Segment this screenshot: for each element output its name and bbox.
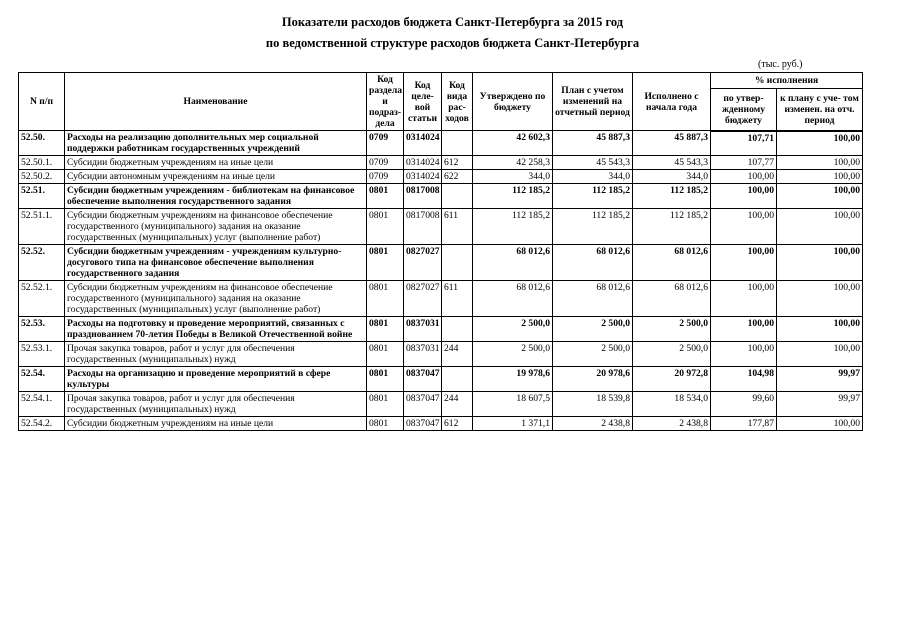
row-pct-approved: 100,00 bbox=[711, 245, 777, 281]
row-target-code: 0314024 bbox=[404, 170, 442, 184]
row-approved: 344,0 bbox=[473, 170, 553, 184]
row-number: 52.54.2. bbox=[19, 417, 65, 431]
row-pct-approved: 100,00 bbox=[711, 342, 777, 367]
row-name: Субсидии бюджетным учреждениям на иные цели bbox=[65, 417, 367, 431]
col-header-type: Код вида рас- ходов bbox=[442, 73, 473, 131]
row-target-code: 0837031 bbox=[404, 317, 442, 342]
row-executed: 45 543,3 bbox=[633, 156, 711, 170]
row-number: 52.51. bbox=[19, 184, 65, 209]
table-row bbox=[19, 417, 863, 431]
row-type-code: 244 bbox=[442, 392, 473, 417]
col-header-num: N п/п bbox=[19, 73, 65, 131]
row-approved: 2 500,0 bbox=[473, 317, 553, 342]
row-number: 52.53. bbox=[19, 317, 65, 342]
row-approved: 42 258,3 bbox=[473, 156, 553, 170]
page-title: Показатели расходов бюджета Санкт-Петербурга за 2015 год bbox=[281, 15, 624, 29]
row-target-code: 0827027 bbox=[404, 281, 442, 317]
table-row bbox=[19, 392, 863, 417]
row-plan: 20 978,6 bbox=[553, 367, 633, 392]
row-plan: 45 887,3 bbox=[553, 131, 633, 156]
row-name: Расходы на организацию и проведение мероприятий в сфере культуры bbox=[65, 367, 367, 392]
table-row bbox=[19, 245, 863, 281]
row-plan: 2 500,0 bbox=[553, 342, 633, 367]
row-section-code: 0801 bbox=[367, 317, 404, 342]
row-pct-approved: 104,98 bbox=[711, 367, 777, 392]
row-pct-plan: 100,00 bbox=[777, 317, 863, 342]
row-section-code: 0801 bbox=[367, 417, 404, 431]
col-header-plan: План с учетом изменений на отчетный период bbox=[553, 73, 633, 131]
table-row bbox=[19, 317, 863, 342]
row-pct-approved: 100,00 bbox=[711, 281, 777, 317]
row-section-code: 0801 bbox=[367, 281, 404, 317]
row-section-code: 0709 bbox=[367, 170, 404, 184]
row-name: Прочая закупка товаров, работ и услуг для обеспечения государственных (муниципальных) нужд bbox=[65, 392, 367, 417]
row-type-code bbox=[442, 131, 473, 156]
row-executed: 45 887,3 bbox=[633, 131, 711, 156]
table-row bbox=[19, 156, 863, 170]
row-pct-plan: 100,00 bbox=[777, 417, 863, 431]
row-type-code: 244 bbox=[442, 342, 473, 367]
row-type-code: 612 bbox=[442, 156, 473, 170]
row-pct-plan: 99,97 bbox=[777, 392, 863, 417]
table-row bbox=[19, 342, 863, 367]
row-section-code: 0801 bbox=[367, 245, 404, 281]
row-type-code: 611 bbox=[442, 209, 473, 245]
row-pct-approved: 100,00 bbox=[711, 184, 777, 209]
row-target-code: 0817008 bbox=[404, 209, 442, 245]
row-pct-plan: 100,00 bbox=[777, 131, 863, 156]
row-name: Субсидии бюджетным учреждениям - учреждениям культурно-досугового типа на финансовое обеспечение выполнения государственного задания bbox=[65, 245, 367, 281]
row-pct-plan: 99,97 bbox=[777, 367, 863, 392]
table-row bbox=[19, 131, 863, 156]
row-target-code: 0817008 bbox=[404, 184, 442, 209]
row-pct-approved: 100,00 bbox=[711, 170, 777, 184]
col-header-target: Код целе- вой статьи bbox=[404, 73, 442, 131]
col-header-name: Наименование bbox=[65, 73, 367, 131]
row-plan: 2 438,8 bbox=[553, 417, 633, 431]
row-section-code: 0709 bbox=[367, 156, 404, 170]
row-approved: 18 607,5 bbox=[473, 392, 553, 417]
row-name: Субсидии автономным учреждениям на иные цели bbox=[65, 170, 367, 184]
row-approved: 2 500,0 bbox=[473, 342, 553, 367]
col-header-section: Код раздела и подраз- дела bbox=[367, 73, 404, 131]
row-name: Прочая закупка товаров, работ и услуг для обеспечения государственных (муниципальных) нужд bbox=[65, 342, 367, 367]
page-subtitle: по ведомственной структуре расходов бюджета Санкт-Петербурга bbox=[265, 36, 640, 50]
row-number: 52.54.1. bbox=[19, 392, 65, 417]
row-approved: 42 602,3 bbox=[473, 131, 553, 156]
row-name: Субсидии бюджетным учреждениям на иные цели bbox=[65, 156, 367, 170]
row-executed: 344,0 bbox=[633, 170, 711, 184]
row-section-code: 0801 bbox=[367, 367, 404, 392]
units-label: (тыс. руб.) bbox=[758, 59, 803, 70]
row-section-code: 0801 bbox=[367, 184, 404, 209]
row-type-code bbox=[442, 184, 473, 209]
row-number: 52.53.1. bbox=[19, 342, 65, 367]
row-pct-approved: 99,60 bbox=[711, 392, 777, 417]
row-target-code: 0837047 bbox=[404, 417, 442, 431]
row-name: Субсидии бюджетным учреждениям - библиотекам на финансовое обеспечение выполнения государственного задания bbox=[65, 184, 367, 209]
row-section-code: 0709 bbox=[367, 131, 404, 156]
row-pct-approved: 107,71 bbox=[711, 131, 777, 156]
budget-table bbox=[18, 72, 863, 431]
col-header-pct-group: % исполнения bbox=[711, 73, 863, 89]
row-pct-plan: 100,00 bbox=[777, 281, 863, 317]
row-executed: 68 012,6 bbox=[633, 245, 711, 281]
row-plan: 112 185,2 bbox=[553, 184, 633, 209]
row-approved: 19 978,6 bbox=[473, 367, 553, 392]
row-plan: 68 012,6 bbox=[553, 245, 633, 281]
row-type-code: 612 bbox=[442, 417, 473, 431]
row-approved: 112 185,2 bbox=[473, 184, 553, 209]
row-section-code: 0801 bbox=[367, 342, 404, 367]
row-type-code bbox=[442, 245, 473, 281]
row-approved: 68 012,6 bbox=[473, 281, 553, 317]
row-name: Субсидии бюджетным учреждениям на финансовое обеспечение государственного (муниципального) задания на оказание государственных (муниципальных) услуг (выполнение работ) bbox=[65, 209, 367, 245]
row-approved: 1 371,1 bbox=[473, 417, 553, 431]
row-type-code: 622 bbox=[442, 170, 473, 184]
row-approved: 68 012,6 bbox=[473, 245, 553, 281]
row-pct-approved: 100,00 bbox=[711, 317, 777, 342]
row-plan: 18 539,8 bbox=[553, 392, 633, 417]
row-pct-approved: 100,00 bbox=[711, 209, 777, 245]
row-executed: 20 972,8 bbox=[633, 367, 711, 392]
row-number: 52.50.1. bbox=[19, 156, 65, 170]
row-pct-plan: 100,00 bbox=[777, 156, 863, 170]
row-plan: 344,0 bbox=[553, 170, 633, 184]
row-target-code: 0314024 bbox=[404, 131, 442, 156]
row-type-code bbox=[442, 367, 473, 392]
row-plan: 68 012,6 bbox=[553, 281, 633, 317]
row-type-code: 611 bbox=[442, 281, 473, 317]
row-number: 52.50. bbox=[19, 131, 65, 156]
row-number: 52.52. bbox=[19, 245, 65, 281]
row-number: 52.52.1. bbox=[19, 281, 65, 317]
row-executed: 2 500,0 bbox=[633, 342, 711, 367]
row-plan: 112 185,2 bbox=[553, 209, 633, 245]
row-target-code: 0314024 bbox=[404, 156, 442, 170]
row-name: Субсидии бюджетным учреждениям на финансовое обеспечение государственного (муниципального) задания на оказание государственных (муниципальных) услуг (выполнение работ) bbox=[65, 281, 367, 317]
row-pct-plan: 100,00 bbox=[777, 245, 863, 281]
table-row bbox=[19, 209, 863, 245]
row-number: 52.54. bbox=[19, 367, 65, 392]
row-executed: 112 185,2 bbox=[633, 209, 711, 245]
col-header-executed: Исполнено с начала года bbox=[633, 73, 711, 131]
row-pct-approved: 107,77 bbox=[711, 156, 777, 170]
col-header-pct-plan: к плану с уче- том изменен. на отч. период bbox=[777, 89, 863, 131]
row-target-code: 0837031 bbox=[404, 342, 442, 367]
row-section-code: 0801 bbox=[367, 392, 404, 417]
row-executed: 2 500,0 bbox=[633, 317, 711, 342]
table-row bbox=[19, 367, 863, 392]
row-executed: 112 185,2 bbox=[633, 184, 711, 209]
row-plan: 2 500,0 bbox=[553, 317, 633, 342]
row-section-code: 0801 bbox=[367, 209, 404, 245]
row-target-code: 0827027 bbox=[404, 245, 442, 281]
row-pct-plan: 100,00 bbox=[777, 184, 863, 209]
row-name: Расходы на подготовку и проведение мероприятий, связанных с празднованием 70-летия Победы в Великой Отечественной войне bbox=[65, 317, 367, 342]
row-pct-approved: 177,87 bbox=[711, 417, 777, 431]
row-target-code: 0837047 bbox=[404, 392, 442, 417]
row-type-code bbox=[442, 317, 473, 342]
col-header-pct-approved: по утвер- жденному бюджету bbox=[711, 89, 777, 131]
row-pct-plan: 100,00 bbox=[777, 209, 863, 245]
table-row bbox=[19, 281, 863, 317]
row-plan: 45 543,3 bbox=[553, 156, 633, 170]
row-number: 52.51.1. bbox=[19, 209, 65, 245]
row-pct-plan: 100,00 bbox=[777, 342, 863, 367]
row-executed: 18 534,0 bbox=[633, 392, 711, 417]
row-pct-plan: 100,00 bbox=[777, 170, 863, 184]
col-header-approved: Утверждено по бюджету bbox=[473, 73, 553, 131]
row-target-code: 0837047 bbox=[404, 367, 442, 392]
row-name: Расходы на реализацию дополнительных мер социальной поддержки работникам государственных учреждений bbox=[65, 131, 367, 156]
row-number: 52.50.2. bbox=[19, 170, 65, 184]
row-approved: 112 185,2 bbox=[473, 209, 553, 245]
row-executed: 68 012,6 bbox=[633, 281, 711, 317]
row-executed: 2 438,8 bbox=[633, 417, 711, 431]
table-row bbox=[19, 170, 863, 184]
table-row bbox=[19, 184, 863, 209]
